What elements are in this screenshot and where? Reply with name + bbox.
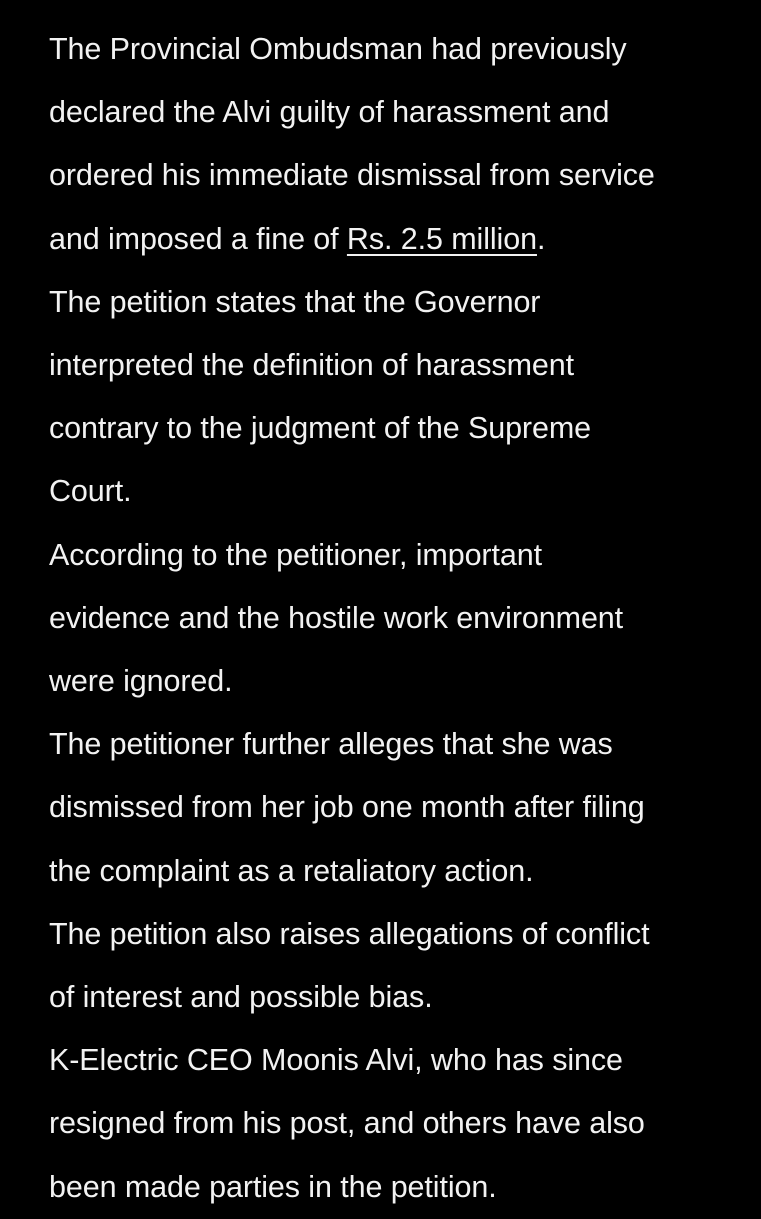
text-line: Court. [49,474,132,509]
text-line: contrary to the judgment of the Supreme [49,411,592,446]
text-line: K-Electric CEO Moonis Alvi, who has since [49,1043,623,1078]
text-line: been made parties in the petition. [49,1169,497,1204]
text-line: The Provincial Ombudsman had previously [49,32,627,66]
text-line: According to the petitioner, important [49,537,542,572]
paragraph-retaliation [49,713,749,903]
text-line [49,208,749,271]
paragraph-evidence-ignored [49,524,749,714]
text-line: resigned from his post, and others have also [49,1106,645,1141]
text-line: ordered his immediate dismissal from service [49,158,655,193]
text-line: The petition also raises allegations of conflict [49,916,650,951]
paragraph-parties [49,1029,749,1219]
text-line: dismissed from her job one month after filing [49,790,645,825]
text-line: were ignored. [49,664,233,699]
paragraph-conflict-of-interest [49,903,749,1029]
text-line: evidence and the hostile work environment [49,600,624,635]
paragraph-governor-interpretation [49,271,749,524]
text-line: declared the Alvi guilty of harassment and [49,95,610,130]
text-line: The petitioner further alleges that she was [49,727,613,762]
text-line: The petition states that the Governor [49,284,541,319]
text-segment: . [536,221,546,256]
text-segment: and imposed a fine of [49,221,347,256]
text-line: of interest and possible bias. [49,980,433,1015]
text-line: interpreted the definition of harassment [49,348,574,383]
text-line: the complaint as a retaliatory action. [49,853,534,888]
article-body [49,18,749,1219]
paragraph-ombudsman-ruling [49,18,749,271]
fine-amount-link[interactable]: Rs. 2.5 million [346,221,537,256]
